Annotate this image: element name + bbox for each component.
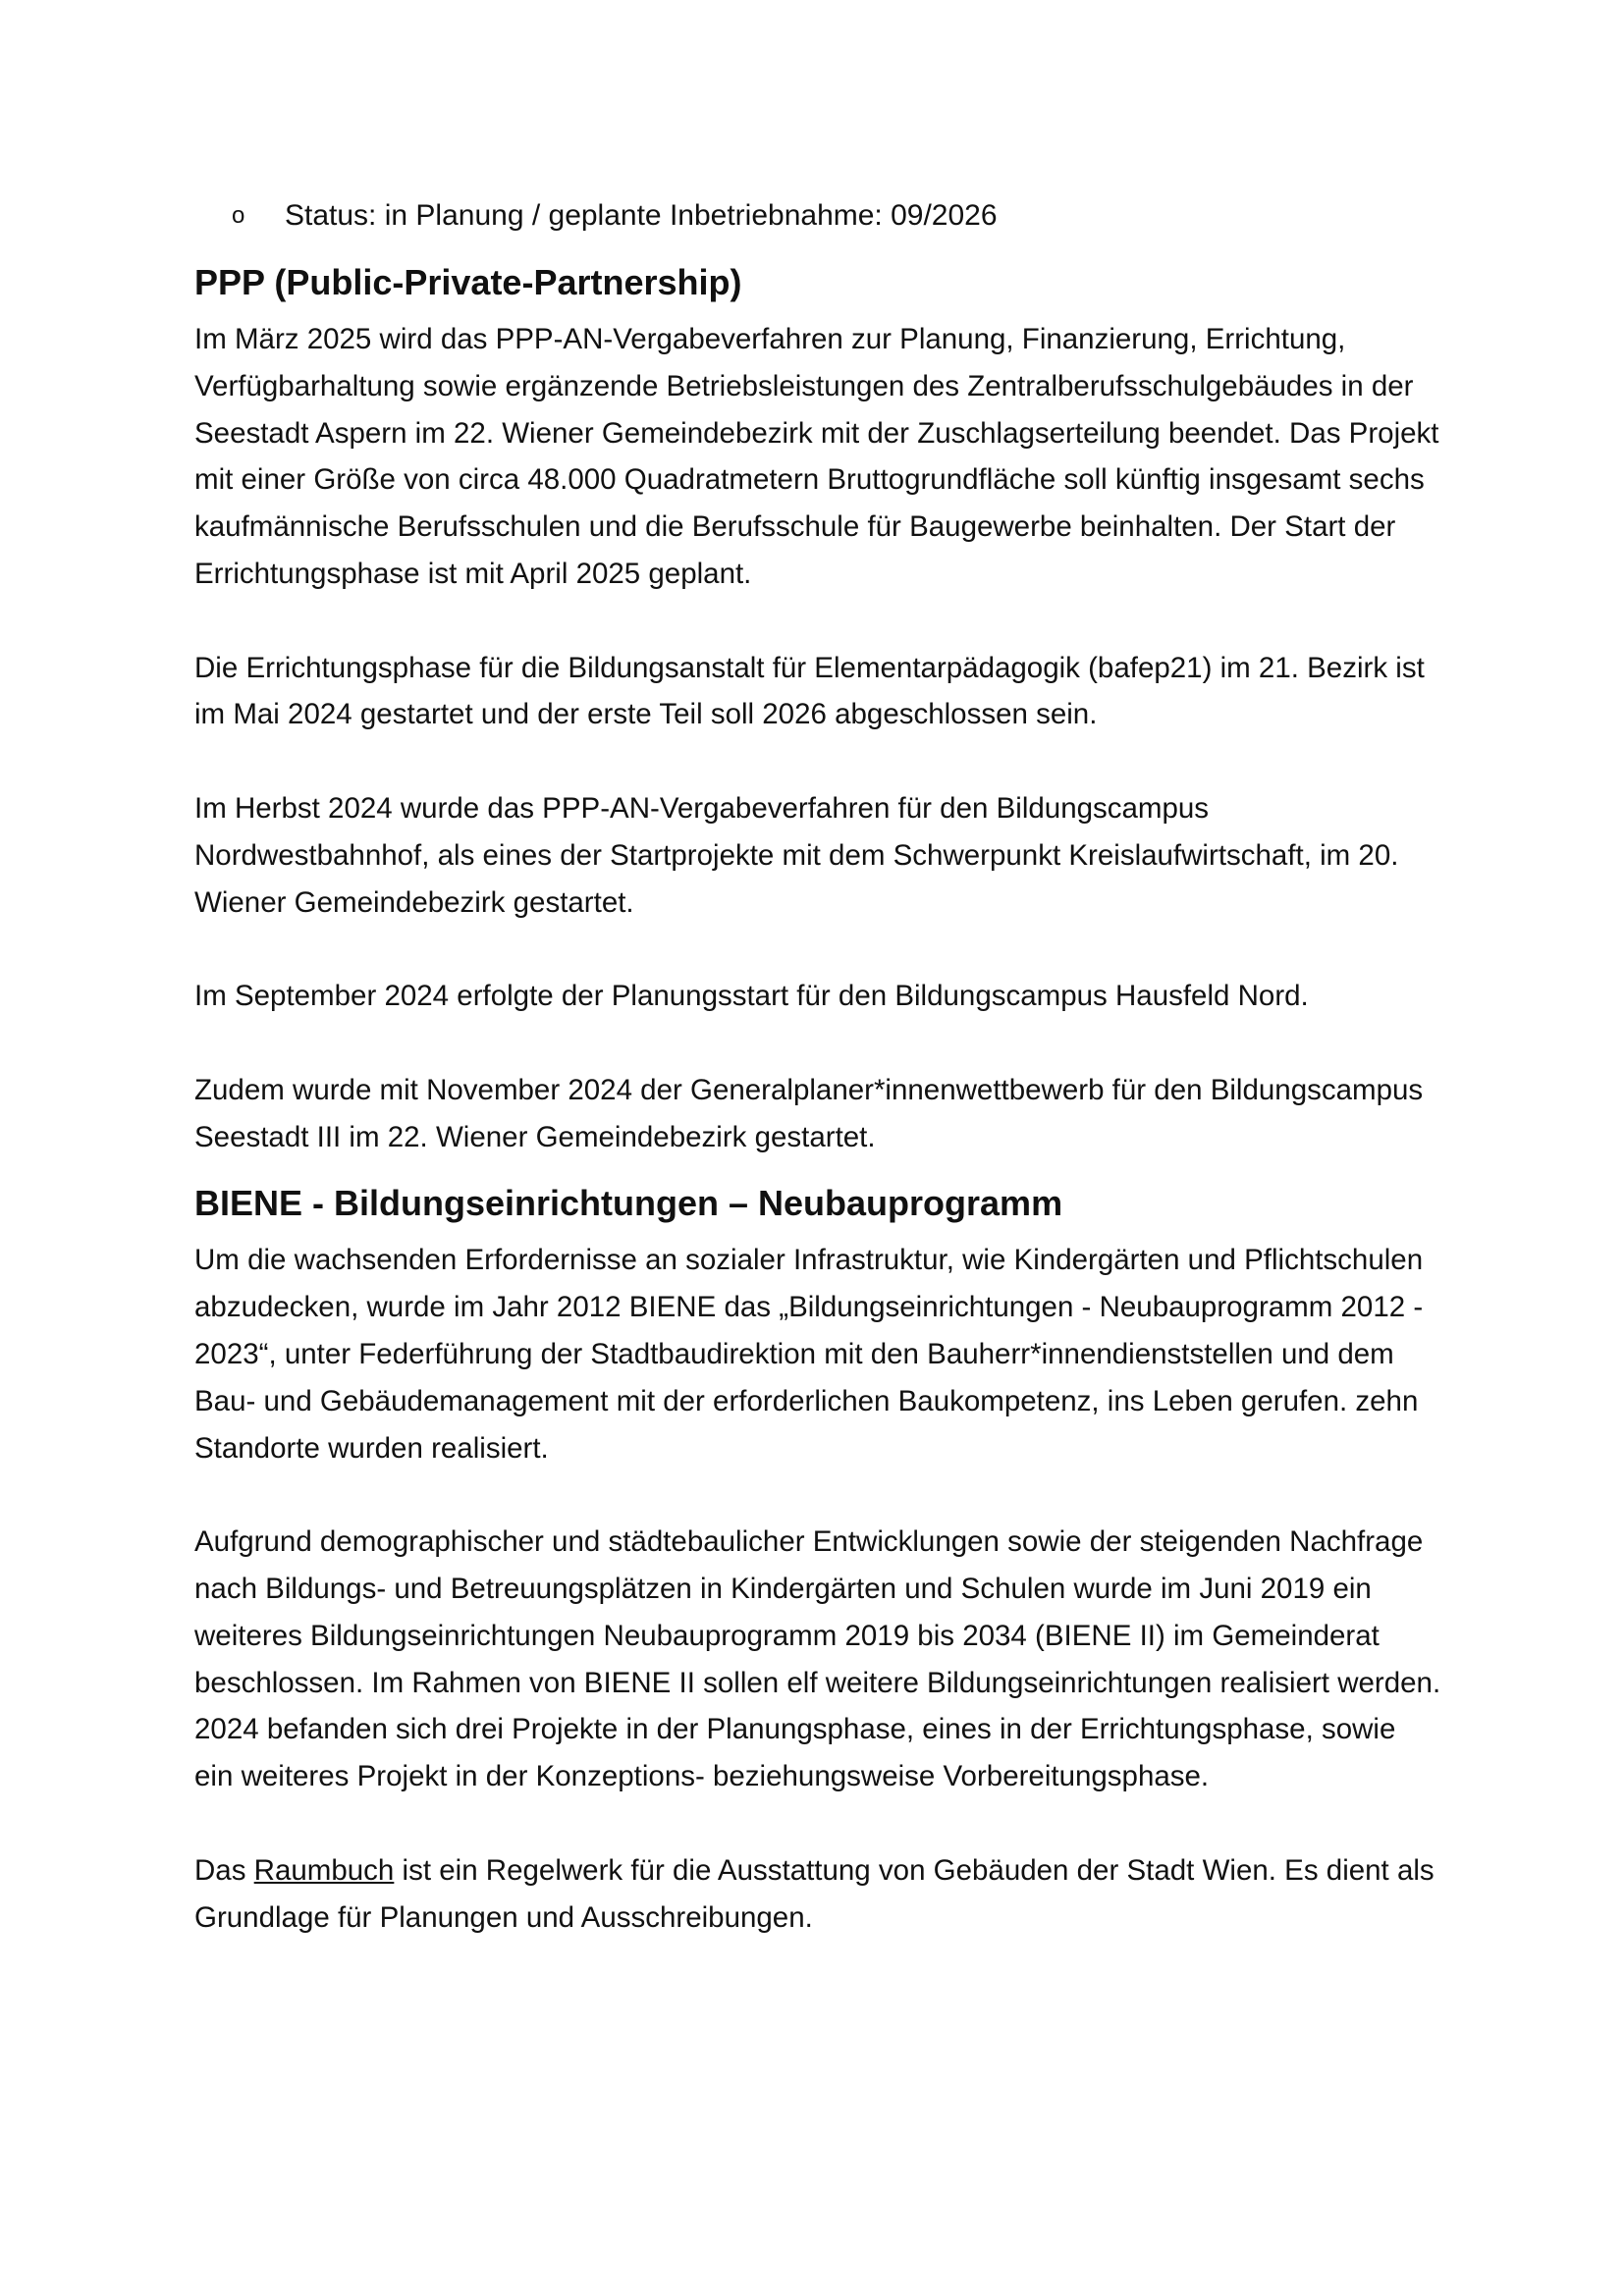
ppp-paragraph-3: Im Herbst 2024 wurde das PPP-AN-Vergabeverfahren für den Bildungscampus Nordwestbahnhof, als eines der Startprojekte mit dem Schwerpunkt Kreislaufwirtschaft, im 20. Wiener Gemeindebezirk gestartet. [194,791,1399,919]
status-bullet [194,192,1441,240]
biene-paragraph-3: 2024 befanden sich drei Projekte in der Planungsphase, eines in der Errichtungsphase, sowie ein weiteres Projekt in der Konzeptions- beziehungsweise Vorbereitungsphase. [194,1713,1396,1793]
biene-paragraph-4 [194,1847,1441,1942]
paragraph-gap [194,1471,1441,1519]
biene-paragraph-1: Um die wachsenden Erfordernisse an sozialer Infrastruktur, wie Kindergärten und Pflichtschulen abzudecken, wurde im Jahr 2012 BIENE das „Bildungseinrichtungen - Neubauprogramm 2012 - 2023“, unter Federführung der Stadtbaudirektion mit den Bauherr*innendienststellen und dem Bau- und Gebäudemanagement mit der erforderlichen Baukompetenz, ins Leben gerufen. zehn Standorte wurden realisiert. [194,1244,1424,1465]
bullet-circle-icon: o [232,202,245,229]
heading-ppp: PPP (Public-Private-Partnership) [194,262,742,302]
status-text: Status: in Planung / geplante Inbetriebnahme: 09/2026 [285,199,998,232]
ppp-paragraph-4: Im September 2024 erfolgte der Planungsstart für den Bildungscampus Hausfeld Nord. [194,980,1309,1013]
document-page [194,192,1441,1941]
paragraph-gap [194,598,1441,645]
paragraph-gap [194,1020,1441,1067]
paragraph-gap [194,926,1441,973]
ppp-paragraph-1: Im März 2025 wird das PPP-AN-Vergabeverfahren zur Planung, Finanzierung, Errichtung, Verfügbarhaltung sowie ergänzende Betriebsleistungen des Zentralberufsschulgebäudes in der Seestadt Aspern im 22. Wiener Gemeindebezirk mit der Zuschlagserteilung beendet. Das Projekt mit einer Größe von circa 48.000 Quadratmetern Bruttogrundfläche soll künftig insgesamt sechs kaufmännische Berufsschulen und die Berufsschule für Baugewerbe beinhalten. Der Start der Errichtungsphase ist mit April 2025 geplant. [194,323,1439,590]
raumbuch-text-after: ist ein Regelwerk für die Ausstattung von Gebäuden der Stadt Wien. Es dient als Grundlage für Planungen und Ausschreibungen. [194,1853,1435,1934]
ppp-paragraph-2: Die Errichtungsphase für die Bildungsanstalt für Elementarpädagogik (bafep21) im 21. Bezirk ist im Mai 2024 gestartet und der erste Teil soll 2026 abgeschlossen sein. [194,651,1425,731]
biene-paragraph-2: Aufgrund demographischer und städtebaulicher Entwicklungen sowie der steigenden Nachfrage nach Bildungs- und Betreuungsplätzen in Kindergärten und Schulen wurde im Juni 2019 ein weiteres Bildungseinrichtungen Neubauprogramm 2019 bis 2034 (BIENE II) im Gemeinderat beschlossen. Im Rahmen von BIENE II sollen elf weitere Bildungseinrichtungen realisiert werden. [194,1525,1441,1699]
ppp-paragraph-5: Zudem wurde mit November 2024 der Generalplaner*innenwettbewerb für den Bildungscampus Seestadt III im 22. Wiener Gemeindebezirk gestartet. [194,1073,1424,1153]
heading-biene: BIENE - Bildungseinrichtungen – Neubauprogramm [194,1183,1063,1224]
paragraph-gap [194,1800,1441,1847]
raumbuch-link[interactable]: Raumbuch [253,1853,395,1887]
paragraph-gap [194,738,1441,785]
raumbuch-text-before: Das [194,1853,254,1887]
